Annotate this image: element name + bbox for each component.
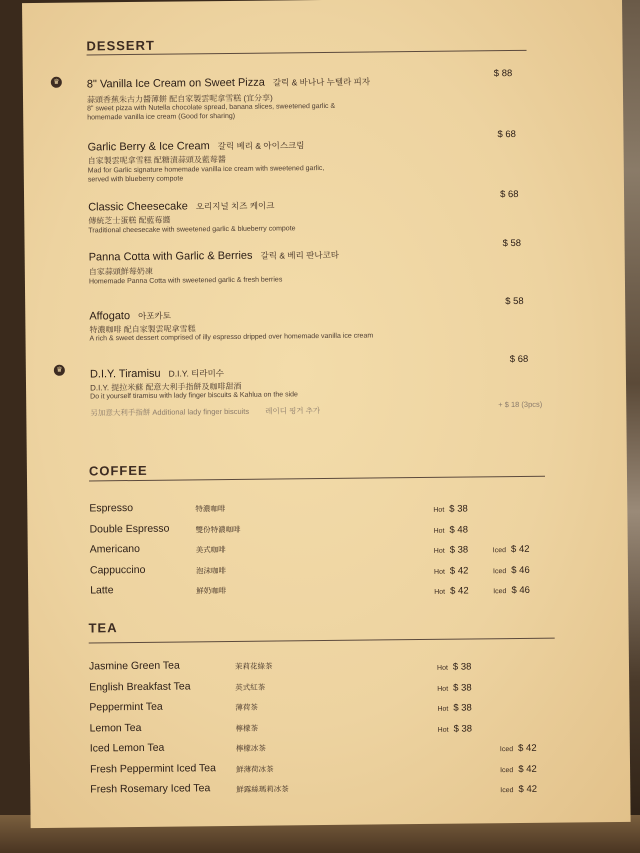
drink-name-zh: 鮮奶咖啡: [196, 586, 227, 596]
item-name-ko: 아포카토: [138, 310, 171, 321]
drink-name-zh: 檸檬茶: [235, 723, 259, 733]
hot-price-group: [434, 580, 469, 598]
item-name-zh: D.I.Y. 提拉米蘇 配意大利手指餅及咖啡甜酒: [90, 381, 242, 393]
extra-ko: 레이디 핑거 추가: [265, 406, 321, 416]
hot-price-group: [434, 560, 469, 578]
item-desc: Do it yourself tiramisu with lady finger biscuits & Kahlua on the side: [90, 391, 298, 401]
hot-label: Hot: [437, 705, 449, 713]
extra-price: + $ 18 (3pcs): [498, 399, 543, 410]
tea-rule: [89, 638, 555, 644]
drink-name-zh: 特濃咖啡: [195, 504, 226, 514]
iced-label: Iced: [500, 787, 514, 795]
drink-name: Latte: [90, 584, 114, 597]
iced-price-group: [500, 738, 537, 756]
hot-price: $ 38: [453, 681, 472, 694]
item-name-ko: 갈릭 & 바나나 누텔라 피자: [272, 76, 371, 88]
extra-en: Additional lady finger biscuits: [152, 406, 250, 417]
iced-price-group: [500, 779, 537, 797]
extra-zh: 另加意大利手指餅: [90, 407, 151, 418]
iced-price: $ 42: [518, 783, 538, 795]
hot-price: $ 42: [450, 585, 469, 597]
item-price: $ 68: [499, 188, 519, 201]
item-desc: homemade vanilla ice cream (Good for sharing): [87, 112, 236, 122]
iced-price: $ 42: [510, 543, 530, 556]
drink-name-zh: 英式紅茶: [235, 682, 266, 692]
iced-label: Iced: [492, 567, 507, 575]
item-name-ko: 갈릭 & 베리 판나코타: [260, 249, 340, 261]
hot-label: Hot: [433, 568, 445, 576]
item-name-ko: D.I.Y. 티라미수: [168, 368, 225, 379]
hot-label: Hot: [433, 506, 445, 514]
coffee-title: COFFEE: [88, 462, 148, 479]
dessert-title: DESSERT: [86, 37, 155, 54]
hot-label: Hot: [434, 588, 446, 596]
item-name: Affogato: [89, 310, 131, 323]
drink-name-zh: 美式咖啡: [195, 545, 226, 555]
iced-price: $ 46: [511, 584, 530, 597]
drink-name-zh: 鮮薄荷冰茶: [236, 764, 274, 774]
item-name-zh: 蒜頭香蕉朱古力醬薄餅 配自家製雲呢拿雪糕 (宜分享): [86, 93, 273, 105]
chef-hat-icon: ♛: [54, 365, 65, 376]
item-desc: Homemade Panna Cotta with sweetened garlic & fresh berries: [88, 276, 283, 286]
drink-name-zh: 薄荷茶: [235, 702, 258, 712]
hot-price: $ 38: [453, 722, 473, 735]
hot-price: $ 48: [449, 524, 469, 536]
hot-price-group: [434, 540, 469, 558]
hot-price-group: [438, 718, 473, 736]
hot-price: $ 38: [452, 661, 472, 673]
drink-name-zh: 檸檬冰茶: [235, 743, 266, 753]
iced-label: Iced: [500, 766, 514, 774]
iced-price-group: [500, 758, 537, 776]
tea-title: TEA: [88, 620, 118, 636]
item-name: Classic Cheesecake: [88, 200, 188, 214]
item-name: 8" Vanilla Ice Cream on Sweet Pizza: [86, 76, 265, 91]
hot-price: $ 38: [449, 503, 468, 515]
item-name: D.I.Y. Tiramisu: [89, 367, 161, 381]
hot-label: Hot: [437, 685, 449, 693]
drink-name: Double Espresso: [89, 522, 170, 535]
item-name: Garlic Berry & Ice Cream: [87, 140, 210, 154]
drink-name: Iced Lemon Tea: [89, 741, 165, 755]
drink-name: Espresso: [89, 502, 134, 515]
item-price: $ 68: [509, 353, 529, 366]
item-price: $ 68: [497, 128, 516, 141]
item-name-zh: 特濃咖啡 配自家製雲呢拿雪糕: [89, 324, 196, 335]
hot-price-group: [433, 499, 468, 517]
extra-lady-fingers: [90, 405, 320, 418]
drink-name: Fresh Rosemary Iced Tea: [90, 782, 211, 796]
drink-name-zh: 泡沫咖啡: [195, 565, 227, 575]
hot-label: Hot: [433, 547, 445, 555]
iced-price-group: [493, 580, 530, 598]
drink-name: Cappuccino: [89, 563, 146, 576]
item-name-ko: 갈릭 베리 & 아이스크림: [217, 140, 305, 152]
drink-name: Peppermint Tea: [89, 700, 163, 714]
hot-price: $ 38: [449, 544, 469, 556]
iced-price: $ 42: [518, 742, 537, 754]
drink-name-zh: 鮮露絲瑪莉冰茶: [236, 784, 289, 794]
drink-name-zh: 雙份特濃咖啡: [195, 524, 241, 534]
iced-price: $ 42: [518, 763, 537, 775]
item-desc: served with blueberry compote: [87, 175, 184, 184]
hot-price: $ 38: [453, 702, 472, 714]
drink-name-zh: 茉莉花綠茶: [234, 661, 273, 671]
hot-price-group: [437, 677, 472, 695]
hot-label: Hot: [436, 664, 448, 672]
item-name-zh: 傳統芝士蛋糕 配藍莓醬: [88, 215, 171, 226]
item-name: Panna Cotta with Garlic & Berries: [88, 249, 253, 264]
iced-label: Iced: [499, 746, 514, 754]
iced-price: $ 46: [511, 564, 530, 576]
item-desc: A rich & sweet dessert comprised of illy espresso dripped over homemade vanilla ice cream: [89, 332, 374, 343]
item-desc: Mad for Garlic signature homemade vanilla ice cream with sweetened garlic,: [87, 164, 325, 175]
iced-price-group: [493, 539, 530, 557]
drink-name: Lemon Tea: [89, 721, 142, 734]
item-desc: 8" sweet pizza with Nutella chocolate spread, banana slices, sweetened garlic &: [87, 102, 336, 113]
iced-label: Iced: [493, 588, 507, 596]
hot-price: $ 42: [449, 564, 469, 577]
iced-label: Iced: [492, 547, 507, 555]
iced-price-group: [493, 559, 530, 577]
drink-name: Americano: [89, 542, 141, 556]
chef-hat-icon: ♛: [51, 77, 62, 88]
drink-name: English Breakfast Tea: [89, 679, 191, 693]
hot-price-group: [433, 519, 468, 537]
item-price: $ 58: [505, 295, 524, 308]
item-name-zh: 自家蒜頭鮮莓奶凍: [88, 266, 153, 277]
coffee-rule: [89, 476, 545, 482]
drink-name: Fresh Peppermint Iced Tea: [89, 761, 216, 775]
hot-label: Hot: [437, 726, 449, 734]
item-price: $ 88: [493, 68, 513, 80]
item-price: $ 58: [502, 237, 522, 250]
menu-page: [22, 0, 631, 828]
item-name-zh: 自家製雲呢拿雪糕 配糖漬蒜頭及藍莓醬: [87, 155, 226, 166]
hot-price-group: [437, 697, 472, 715]
drink-name: Jasmine Green Tea: [88, 659, 180, 673]
hot-label: Hot: [433, 527, 445, 535]
item-desc: Traditional cheesecake with sweetened garlic & blueberry compote: [88, 225, 296, 235]
hot-price-group: [437, 656, 472, 674]
item-name-ko: 오리지널 치즈 케이크: [195, 200, 275, 212]
